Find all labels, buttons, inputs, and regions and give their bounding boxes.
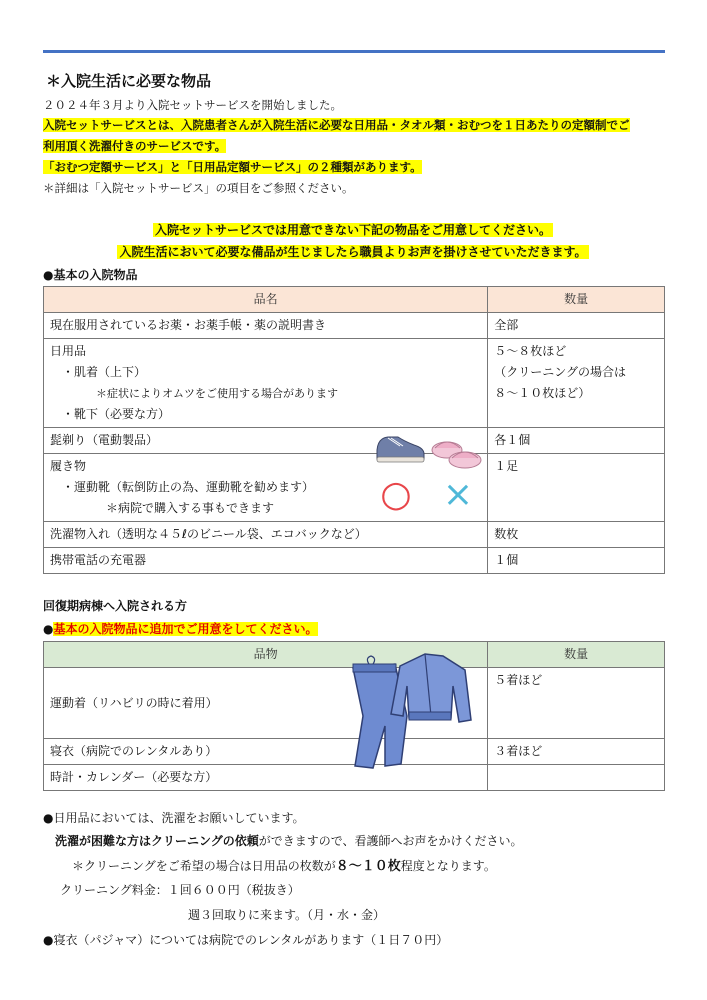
table-row bbox=[44, 454, 665, 522]
qty-cell: 各１個 bbox=[488, 428, 665, 454]
item-cell: 現在服用されているお薬・お薬手帳・薬の説明書き bbox=[44, 313, 488, 339]
intro-line-1: ２０２４年３月より入院セットサービスを開始しました。 bbox=[43, 98, 342, 112]
note-6: ●寝衣（パジャマ）については病院でのレンタルがあります（１日７０円） bbox=[43, 933, 449, 947]
slippers-icon bbox=[432, 442, 481, 468]
intro-line-5: ＊詳細は「入院セットサービス」の項目をご参照ください。 bbox=[43, 181, 354, 195]
sneakers-icon bbox=[377, 437, 424, 462]
item-cell: 時計・カレンダー（必要な方） bbox=[44, 765, 488, 791]
qty-cell bbox=[488, 339, 665, 428]
item-sub: ・運動靴（転倒防止の為、運動靴を勧めます） bbox=[62, 480, 315, 494]
item-label: 日用品 bbox=[50, 344, 87, 358]
top-rule bbox=[43, 50, 665, 53]
item-sub: ・肌着（上下） bbox=[62, 365, 147, 379]
tracksuit-jacket-icon bbox=[391, 654, 471, 722]
qty-cell: １足 bbox=[488, 454, 665, 522]
item-cell: 運動着（リハビリの時に着用） bbox=[44, 668, 488, 739]
item-cell: 携帯電話の充電器 bbox=[44, 548, 488, 574]
qty-cell: 全部 bbox=[488, 313, 665, 339]
note-1: ●日用品においては、洗濯をお願いしています。 bbox=[43, 811, 305, 825]
col-header-item: 品名 bbox=[44, 287, 488, 313]
item-cell bbox=[44, 339, 488, 428]
rehab-sub-text: 基本の入院物品に追加でご用意をしてください。 bbox=[53, 622, 318, 636]
intro-highlight-2: 入院セットサービスとは、入院患者さんが入院生活に必要な日用品・タオル類・おむつを１日あたりの定額制でご bbox=[43, 118, 630, 132]
intro-line-3 bbox=[43, 137, 226, 155]
qty-cell: ５着ほど bbox=[488, 668, 665, 739]
note-4: クリーニング料金：１回６００円（税抜き） bbox=[60, 883, 300, 897]
note-2: 洗濯が困難な方はクリーニングの依頼ができますので、看護師へお声をかけください。 bbox=[55, 834, 523, 848]
rehab-subheading bbox=[43, 620, 318, 637]
col-header-item: 品物 bbox=[44, 642, 488, 668]
table-row bbox=[44, 313, 665, 339]
item-cell: 髭剃り（電動製品） bbox=[44, 428, 488, 454]
item-sub: ・靴下（必要な方） bbox=[62, 407, 171, 421]
table-row bbox=[44, 548, 665, 574]
ng-mark: × bbox=[442, 474, 474, 514]
qty-cell: １個 bbox=[488, 548, 665, 574]
col-header-qty: 数量 bbox=[488, 287, 665, 313]
note-5: 週３回取りに来ます。（月・水・金） bbox=[188, 908, 386, 922]
tracksuit-illustration bbox=[345, 646, 475, 776]
item-note: ＊病院で購入する事もできます bbox=[106, 501, 275, 515]
rehab-bullet: ● bbox=[43, 622, 54, 636]
item-cell: 洗濯物入れ（透明な４５ℓのビニール袋、エコバックなど） bbox=[44, 522, 488, 548]
notice-line-1 bbox=[43, 220, 663, 240]
qty-cell: ３着ほど bbox=[488, 739, 665, 765]
intro-line-2 bbox=[43, 116, 630, 134]
ok-mark: ○ bbox=[380, 474, 412, 514]
intro-highlight-4: 「おむつ定額サービス」と「日用品定額サービス」の２種類があります。 bbox=[43, 160, 422, 174]
note-3: ＊クリーニングをご希望の場合は日用品の枚数が８～１０枚程度となります。 bbox=[72, 859, 496, 874]
qty-line: （クリーニングの場合は bbox=[494, 365, 627, 379]
notice-1-text: 入院セットサービスでは用意できない下記の物品をご用意してください。 bbox=[154, 223, 551, 237]
qty-cell bbox=[488, 765, 665, 791]
rehab-heading: 回復期病棟へ入院される方 bbox=[43, 599, 188, 613]
basic-items-table bbox=[43, 286, 665, 574]
notice-2-text: 入院生活において必要な備品が生じましたら職員よりお声を掛けさせていただきます。 bbox=[119, 245, 587, 259]
col-header-qty: 数量 bbox=[488, 642, 665, 668]
item-note: ＊症状によりオムツをご使用する場合があります bbox=[96, 387, 338, 400]
qty-line: ８～１０枚ほど） bbox=[494, 386, 591, 400]
notice-line-2 bbox=[43, 242, 663, 262]
page-title: ＊入院生活に必要な物品 bbox=[46, 72, 212, 90]
intro-highlight-3: 利用頂く洗濯付きのサービスです。 bbox=[43, 139, 227, 153]
table-row bbox=[44, 522, 665, 548]
shoes-illustration bbox=[374, 432, 489, 514]
table-row bbox=[44, 339, 665, 428]
qty-line: ５～８枚ほど bbox=[494, 344, 567, 358]
item-label: 履き物 bbox=[50, 459, 87, 473]
basic-heading: ●基本の入院物品 bbox=[43, 268, 138, 282]
item-cell: 寝衣（病院でのレンタルあり） bbox=[44, 739, 488, 765]
table-row bbox=[44, 428, 665, 454]
intro-line-4 bbox=[43, 158, 422, 176]
qty-cell: 数枚 bbox=[488, 522, 665, 548]
table-header-row bbox=[44, 287, 665, 313]
